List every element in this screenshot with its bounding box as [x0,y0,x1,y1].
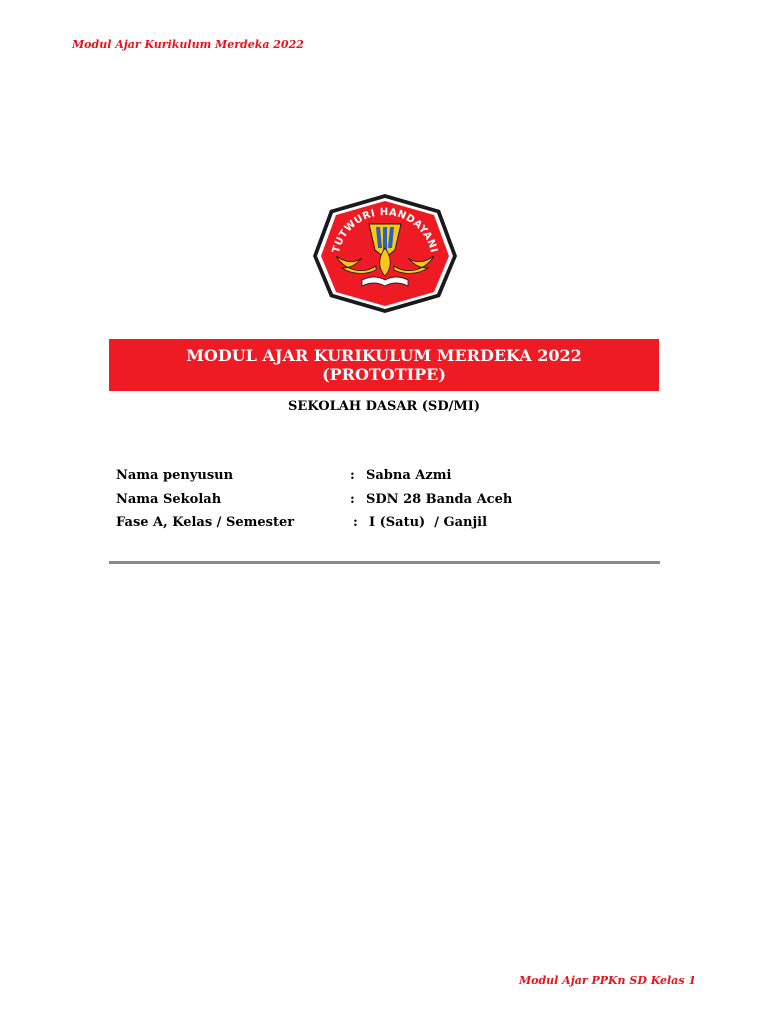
page-header: Modul Ajar Kurikulum Merdeka 2022 [72,38,304,51]
info-value: Sabna Azmi [366,468,452,483]
info-table [116,468,656,539]
info-label: Fase A, Kelas / Semester [116,515,295,530]
info-value: SDN 28 Banda Aceh [366,491,513,507]
info-separator: : [353,515,358,530]
title-line-1: MODUL AJAR KURIKULUM MERDEKA 2022 [186,346,582,365]
section-divider [109,561,660,564]
info-row-author [116,468,656,492]
page-footer: Modul Ajar PPKn SD Kelas 1 [518,974,696,987]
info-separator: : [350,468,355,483]
school-level-subtitle: SEKOLAH DASAR (SD/MI) [288,399,480,414]
title-banner [109,339,659,391]
info-row-school [116,492,656,516]
title-line-2: (PROTOTIPE) [322,365,446,384]
info-value: I (Satu) / Ganjil [369,515,488,530]
info-separator: : [350,491,355,507]
info-label: Nama Sekolah [116,491,222,507]
info-label: Nama penyusun [116,468,234,483]
info-row-phase [116,515,656,539]
tutwuri-handayani-logo [312,192,458,314]
logo-arc-text: TUTWURI HANDAYANI [330,206,440,255]
